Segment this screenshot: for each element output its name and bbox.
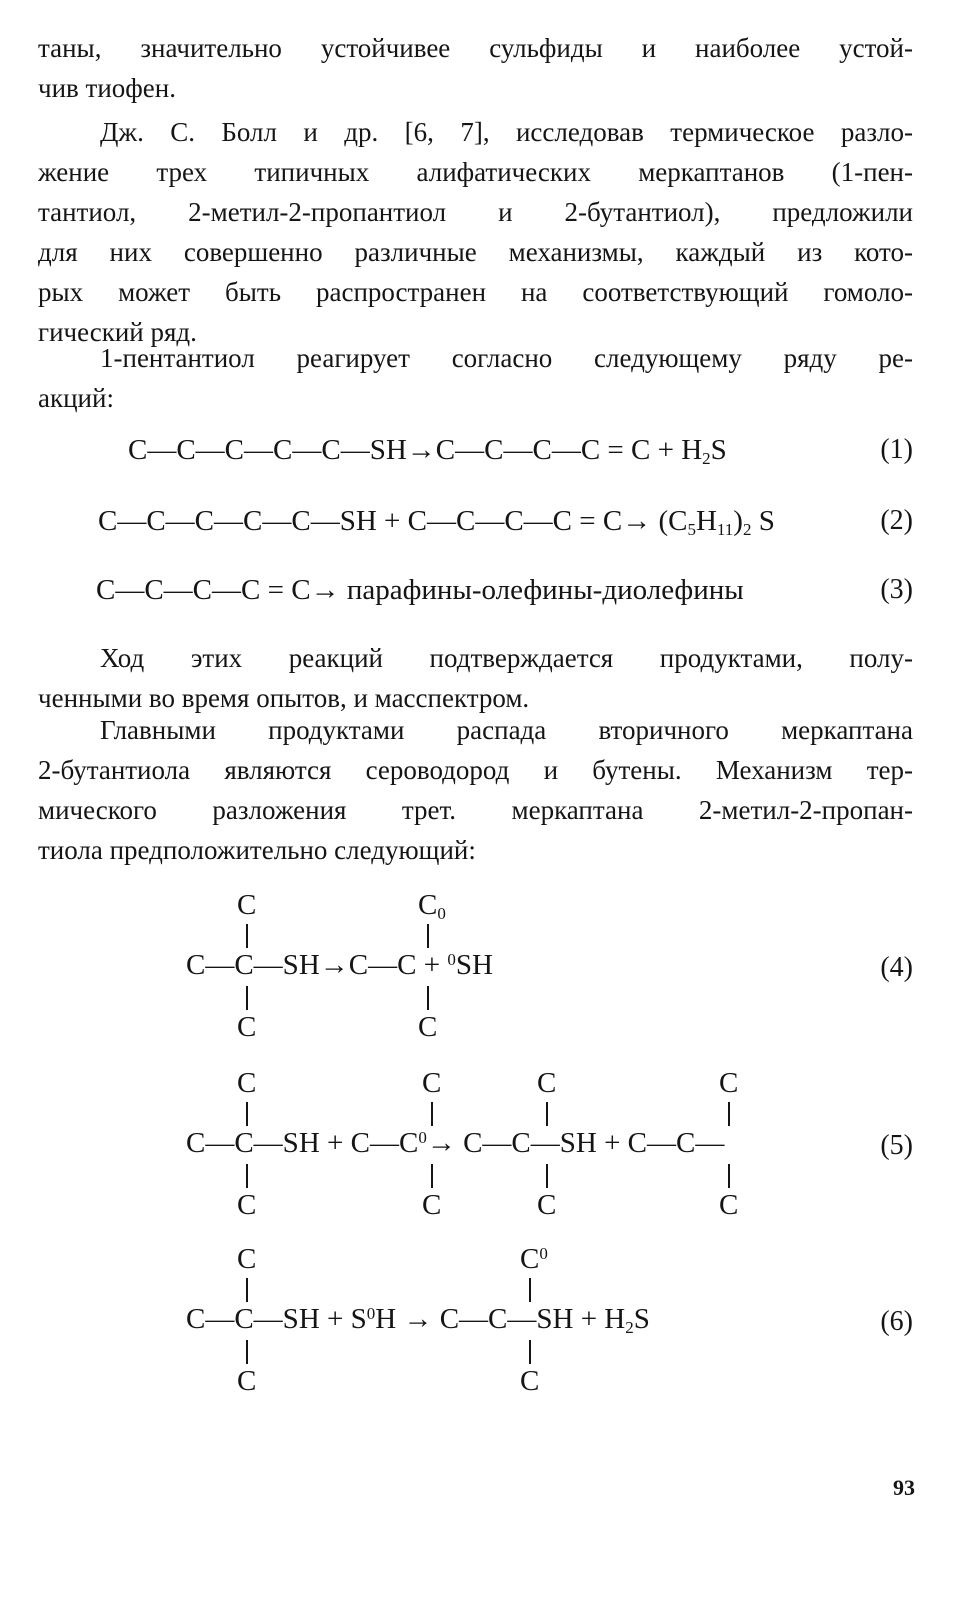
subscript: 2 — [702, 449, 711, 468]
bond-line — [246, 1340, 248, 1364]
text-line: 2-бутантиола являются сероводород и бутены. Механизм тер- — [38, 755, 913, 785]
equation-number-6: (6) — [880, 1306, 913, 1337]
equation-number-3: (3) — [880, 574, 913, 605]
equation-text: S — [751, 505, 775, 537]
subscript: 5 — [687, 520, 696, 539]
subscript: 11 — [716, 520, 734, 539]
text-line: Главными продуктами распада вторичного меркаптана — [100, 715, 913, 745]
bond-line — [546, 1102, 548, 1126]
text-line: рых может быть распространен на соответствующий гомоло- — [38, 277, 913, 307]
atom: C — [719, 1189, 739, 1221]
atom: C — [237, 1011, 257, 1043]
atom: $C_0$ — [418, 889, 446, 923]
atom: C — [422, 1067, 442, 1099]
equation-text: C—C—SH + $C—C^0\to$ C—C—SH + C—C— — [186, 1127, 725, 1159]
bond-line — [728, 1102, 730, 1126]
bond-line — [546, 1164, 548, 1188]
paragraph-1 — [38, 28, 913, 108]
bond-line — [427, 924, 429, 948]
atom: $C^0$ — [520, 1243, 548, 1275]
bond-line — [246, 1102, 248, 1126]
text-line: акций: — [38, 383, 114, 413]
text-line: для них совершенно различные механизмы, каждый из кото- — [38, 237, 913, 267]
atom: C — [418, 1011, 438, 1043]
equation-text: H — [695, 505, 717, 537]
equation-text: C—C—C—C—C—SH + C—C—C—C = C→ (C — [98, 505, 688, 537]
subscript: 2 — [742, 520, 752, 539]
atom: C — [237, 889, 257, 921]
equation-text: S — [710, 434, 727, 466]
text-line: ченными во время опытов, и масспектром. — [38, 683, 530, 713]
paragraph-3 — [38, 338, 913, 418]
bond-line — [246, 986, 248, 1010]
atom: C — [237, 1067, 257, 1099]
bond-line — [246, 924, 248, 948]
text-line: тантиол, 2-метил-2-пропантиол и 2-бутантиол), предложили — [38, 197, 913, 227]
text-line: Дж. С. Болл и др. [6, 7], исследовав термическое разло- — [100, 117, 913, 147]
equation-1 — [128, 432, 727, 468]
text-line: мического разложения трет. меркаптана 2-метил-2-пропан- — [38, 795, 913, 825]
equation-text: C—C—C—C—C—SH→C—C—C—C = C + H — [128, 434, 703, 466]
bond-line — [728, 1164, 730, 1188]
equation-3 — [96, 572, 744, 608]
bond-line — [246, 1278, 248, 1302]
atom: C — [537, 1189, 557, 1221]
bond-line — [431, 1164, 433, 1188]
bond-line — [246, 1164, 248, 1188]
text-line: жение трех типичных алифатических меркаптанов (1-пен- — [38, 157, 913, 187]
text-line: 1-пентантиол реагирует согласно следующему ряду ре- — [100, 343, 913, 373]
equation-number-4: (4) — [880, 952, 913, 983]
equation-number-1: (1) — [880, 434, 913, 465]
paragraph-4 — [38, 638, 913, 718]
bond-line — [529, 1278, 531, 1302]
equation-number-5: (5) — [880, 1130, 913, 1161]
atom: C — [520, 1365, 540, 1397]
paragraph-2 — [38, 112, 913, 352]
atom: C — [422, 1189, 442, 1221]
equation-text: C—C—SH→C—C + $^0$SH — [186, 949, 493, 981]
equation-text: ) — [733, 505, 743, 537]
bond-line — [529, 1340, 531, 1364]
equation-text: C—C—SH + $S^0H$ → C—C—SH + $H_2S$ — [186, 1303, 650, 1337]
equation-2 — [98, 503, 775, 539]
atom: C — [719, 1067, 739, 1099]
text-line: чив тиофен. — [38, 73, 176, 103]
text-line: тиола предположительно следующий: — [38, 835, 476, 865]
equation-text: C—C—C—C = C→ парафины-олефины-диолефины — [96, 574, 744, 606]
equation-number-2: (2) — [880, 505, 913, 536]
text-line: таны, значительно устойчивее сульфиды и наиболее устой- — [38, 33, 913, 63]
bond-line — [427, 986, 429, 1010]
atom: C — [237, 1365, 257, 1397]
text-line: Ход этих реакций подтверждается продуктами, полу- — [100, 643, 913, 673]
atom: C — [237, 1243, 257, 1275]
bond-line — [431, 1102, 433, 1126]
page-number: 93 — [893, 1475, 915, 1500]
atom: C — [537, 1067, 557, 1099]
text-line: гический ряд. — [38, 317, 197, 347]
atom: C — [237, 1189, 257, 1221]
paragraph-5 — [38, 710, 913, 870]
